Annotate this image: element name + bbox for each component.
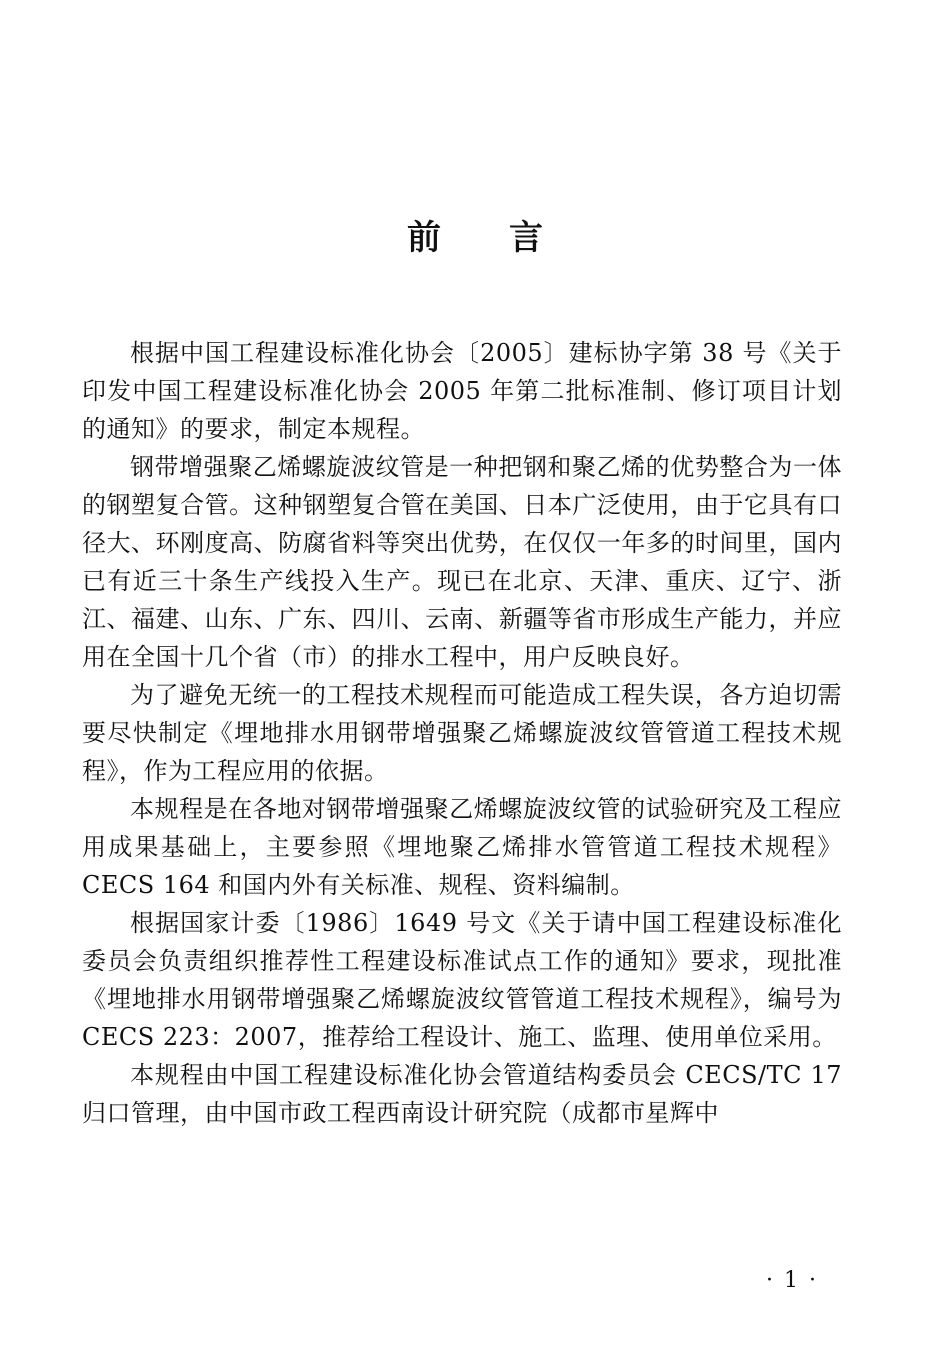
preface-body [82,334,842,1132]
paragraph-1: 根据中国工程建设标准化协会〔2005〕建标协字第 38 号《关于印发中国工程建设标准化协会 2005 年第二批标准制、修订项目计划的通知》的要求，制定本规程。 [82,339,842,443]
title-char-qian: 前 [407,217,441,258]
page-number: · 1 · [766,1268,818,1293]
paragraph-4: 本规程是在各地对钢带增强聚乙烯螺旋波纹管的试验研究及工程应用成果基础上，主要参照《埋地聚乙烯排水管管道工程技术规程》CECS 164 和国内外有关标准、规程、资料编制。 [82,795,842,899]
title-char-yan: 言 [509,217,543,258]
paragraph-3: 为了避免无统一的工程技术规程而可能造成工程失误，各方迫切需要尽快制定《埋地排水用钢带增强聚乙烯螺旋波纹管管道工程技术规程》，作为工程应用的依据。 [82,681,842,785]
page-title [0,213,950,263]
paragraph-6: 本规程由中国工程建设标准化协会管道结构委员会 CECS/TC 17 归口管理，由中国市政工程西南设计研究院（成都市星辉中 [82,1061,842,1127]
paragraph-5: 根据国家计委〔1986〕1649 号文《关于请中国工程建设标准化委员会负责组织推荐性工程建设标准试点工作的通知》要求，现批准《埋地排水用钢带增强聚乙烯螺旋波纹管管道工程技术规程》，编号为 CECS 223：2007，推荐给工程设计、施工、监理、使用单位采用。 [82,909,842,1051]
paragraph-2: 钢带增强聚乙烯螺旋波纹管是一种把钢和聚乙烯的优势整合为一体的钢塑复合管。这种钢塑复合管在美国、日本广泛使用，由于它具有口径大、环刚度高、防腐省料等突出优势，在仅仅一年多的时间里，国内已有近三十条生产线投入生产。现已在北京、天津、重庆、辽宁、浙江、福建、山东、广东、四川、云南、新疆等省市形成生产能力，并应用在全国十几个省（市）的排水工程中，用户反映良好。 [82,453,842,671]
